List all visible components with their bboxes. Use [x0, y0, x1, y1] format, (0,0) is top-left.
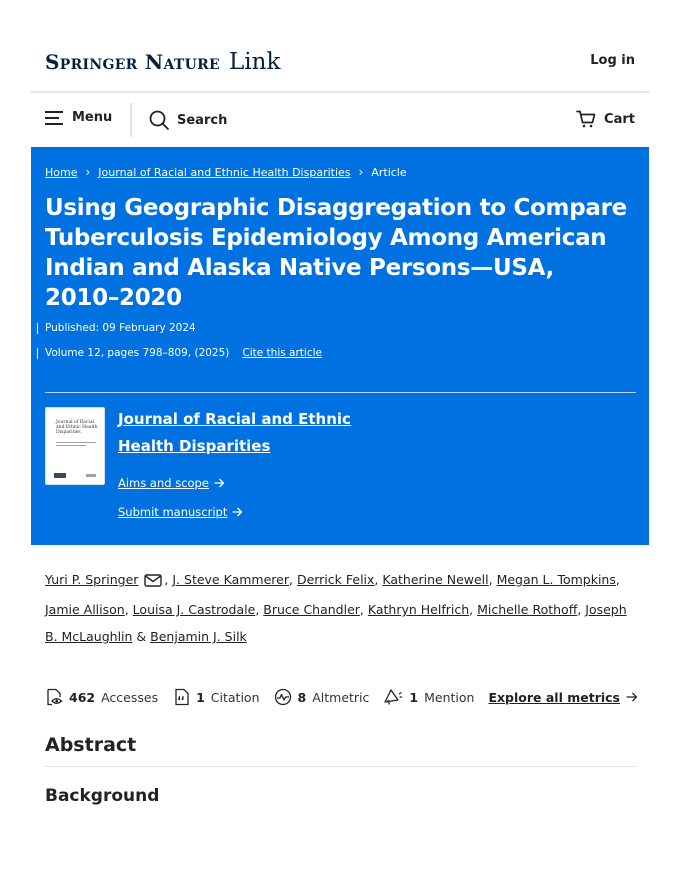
cover-mark: [86, 474, 96, 477]
main-toolbar: [31, 93, 649, 147]
journal-cover-image[interactable]: [45, 407, 105, 485]
abstract-divider: [45, 766, 636, 767]
published-date: [37, 322, 196, 334]
submit-manuscript-link[interactable]: [118, 505, 243, 519]
breadcrumb: [45, 165, 407, 179]
abstract-heading: Abstract: [45, 734, 137, 756]
toolbar-separator: [130, 103, 132, 137]
cart-button[interactable]: [576, 110, 635, 128]
citations-label: Citation: [210, 689, 260, 705]
citations-count: 1: [196, 689, 205, 705]
background-heading: Background: [45, 786, 160, 806]
cart-icon: [576, 110, 596, 128]
author-link[interactable]: Benjamin J. Silk: [150, 629, 247, 644]
accesses-count: 462: [69, 689, 96, 705]
hero-divider: [45, 392, 636, 393]
volume-text: Volume 12, pages 798–809, (2025): [45, 347, 230, 359]
megaphone-icon: [383, 688, 403, 706]
author-link[interactable]: Michelle Rothoff: [477, 602, 578, 617]
published-text: Published: 09 February 2024: [45, 322, 196, 334]
author-link[interactable]: J. Steve Kammerer: [172, 572, 289, 587]
altmetric-metric: [274, 688, 370, 706]
citation-quote-icon: [172, 688, 190, 706]
springer-nature-link-logo[interactable]: [45, 46, 280, 78]
altmetric-score: 8: [297, 689, 307, 705]
mentions-count: 1: [409, 689, 419, 705]
author-link[interactable]: Bruce Chandler: [263, 602, 360, 617]
email-icon[interactable]: [144, 569, 162, 596]
cart-label: Cart: [604, 111, 635, 127]
menu-label: Menu: [72, 110, 113, 125]
author-link[interactable]: Kathryn Helfrich: [367, 602, 470, 617]
breadcrumb-home[interactable]: Home: [45, 165, 78, 179]
aims-label: Aims and scope: [118, 476, 209, 490]
author-link[interactable]: Megan L. Tompkins: [496, 572, 616, 587]
chevron-right-icon: ›: [358, 165, 364, 179]
brand-main-text: Springer Nature: [45, 50, 220, 74]
author-list: Yuri P. Springer , J. Steve Kammerer, Derrick Felix, Katherine Newell, Megan L. Tompkins, Jamie Allison, Louisa J. Castrodale, Bruce Chandler, Kathryn Helfrich, Michelle Rothoff, Joseph B. McLaughlin & Benjamin J. Silk: [45, 566, 637, 650]
accesses-metric: [45, 688, 158, 706]
meta-bar: [37, 348, 38, 359]
submit-label: Submit manuscript: [118, 505, 228, 519]
search-icon: [149, 110, 169, 130]
menu-button[interactable]: [45, 110, 112, 125]
mentions-metric: [383, 688, 474, 706]
author-link[interactable]: Jamie Allison: [45, 602, 125, 617]
article-metrics-bar: [45, 686, 638, 708]
aims-and-scope-link[interactable]: [118, 476, 225, 490]
citations-metric: [172, 688, 259, 706]
chevron-right-icon: ›: [85, 165, 91, 179]
article-title: Using Geographic Disaggregation to Compare Tuberculosis Epidemiology Among American Indian and Alaska Native Persons—USA, 2010–2020: [45, 195, 627, 311]
mentions-label: Mention: [424, 689, 475, 705]
author-link[interactable]: Joseph B. McLaughlin: [45, 602, 627, 644]
accesses-label: Accesses: [101, 689, 159, 705]
brand-link-text: Link: [229, 49, 281, 75]
cover-rule: [56, 442, 96, 443]
arrow-right-icon: [232, 507, 243, 517]
breadcrumb-current: Article: [371, 165, 407, 179]
explore-all-metrics-link[interactable]: [488, 690, 638, 705]
hamburger-menu-icon: [45, 111, 63, 125]
cover-publisher-logo: [54, 473, 66, 478]
login-link[interactable]: Log in: [590, 53, 635, 68]
breadcrumb-journal[interactable]: Journal of Racial and Ethnic Health Disparities: [98, 165, 351, 179]
volume-info: [37, 347, 322, 359]
author-link[interactable]: Derrick Felix: [296, 572, 375, 587]
cite-this-article-link[interactable]: Cite this article: [242, 347, 322, 359]
author-link[interactable]: Louisa J. Castrodale: [132, 602, 256, 617]
altmetric-icon: [274, 688, 292, 706]
search-label: Search: [177, 112, 228, 128]
article-hero: [31, 147, 649, 545]
arrow-right-icon: [626, 692, 638, 702]
explore-label: Explore all metrics: [488, 689, 621, 705]
search-button[interactable]: [149, 110, 227, 130]
accesses-eye-icon: [45, 688, 63, 706]
cover-rule: [56, 445, 86, 446]
altmetric-label: Altmetric: [312, 689, 370, 705]
journal-title-link[interactable]: Journal of Racial and Ethnic Health Disparities: [118, 410, 351, 455]
author-link[interactable]: Katherine Newell: [382, 572, 489, 587]
cover-title-text: Journal of Racial and Ethnic Health Disparities: [56, 420, 98, 436]
meta-bar: [37, 323, 38, 334]
author-link[interactable]: Yuri P. Springer: [45, 572, 139, 587]
arrow-right-icon: [214, 478, 225, 488]
